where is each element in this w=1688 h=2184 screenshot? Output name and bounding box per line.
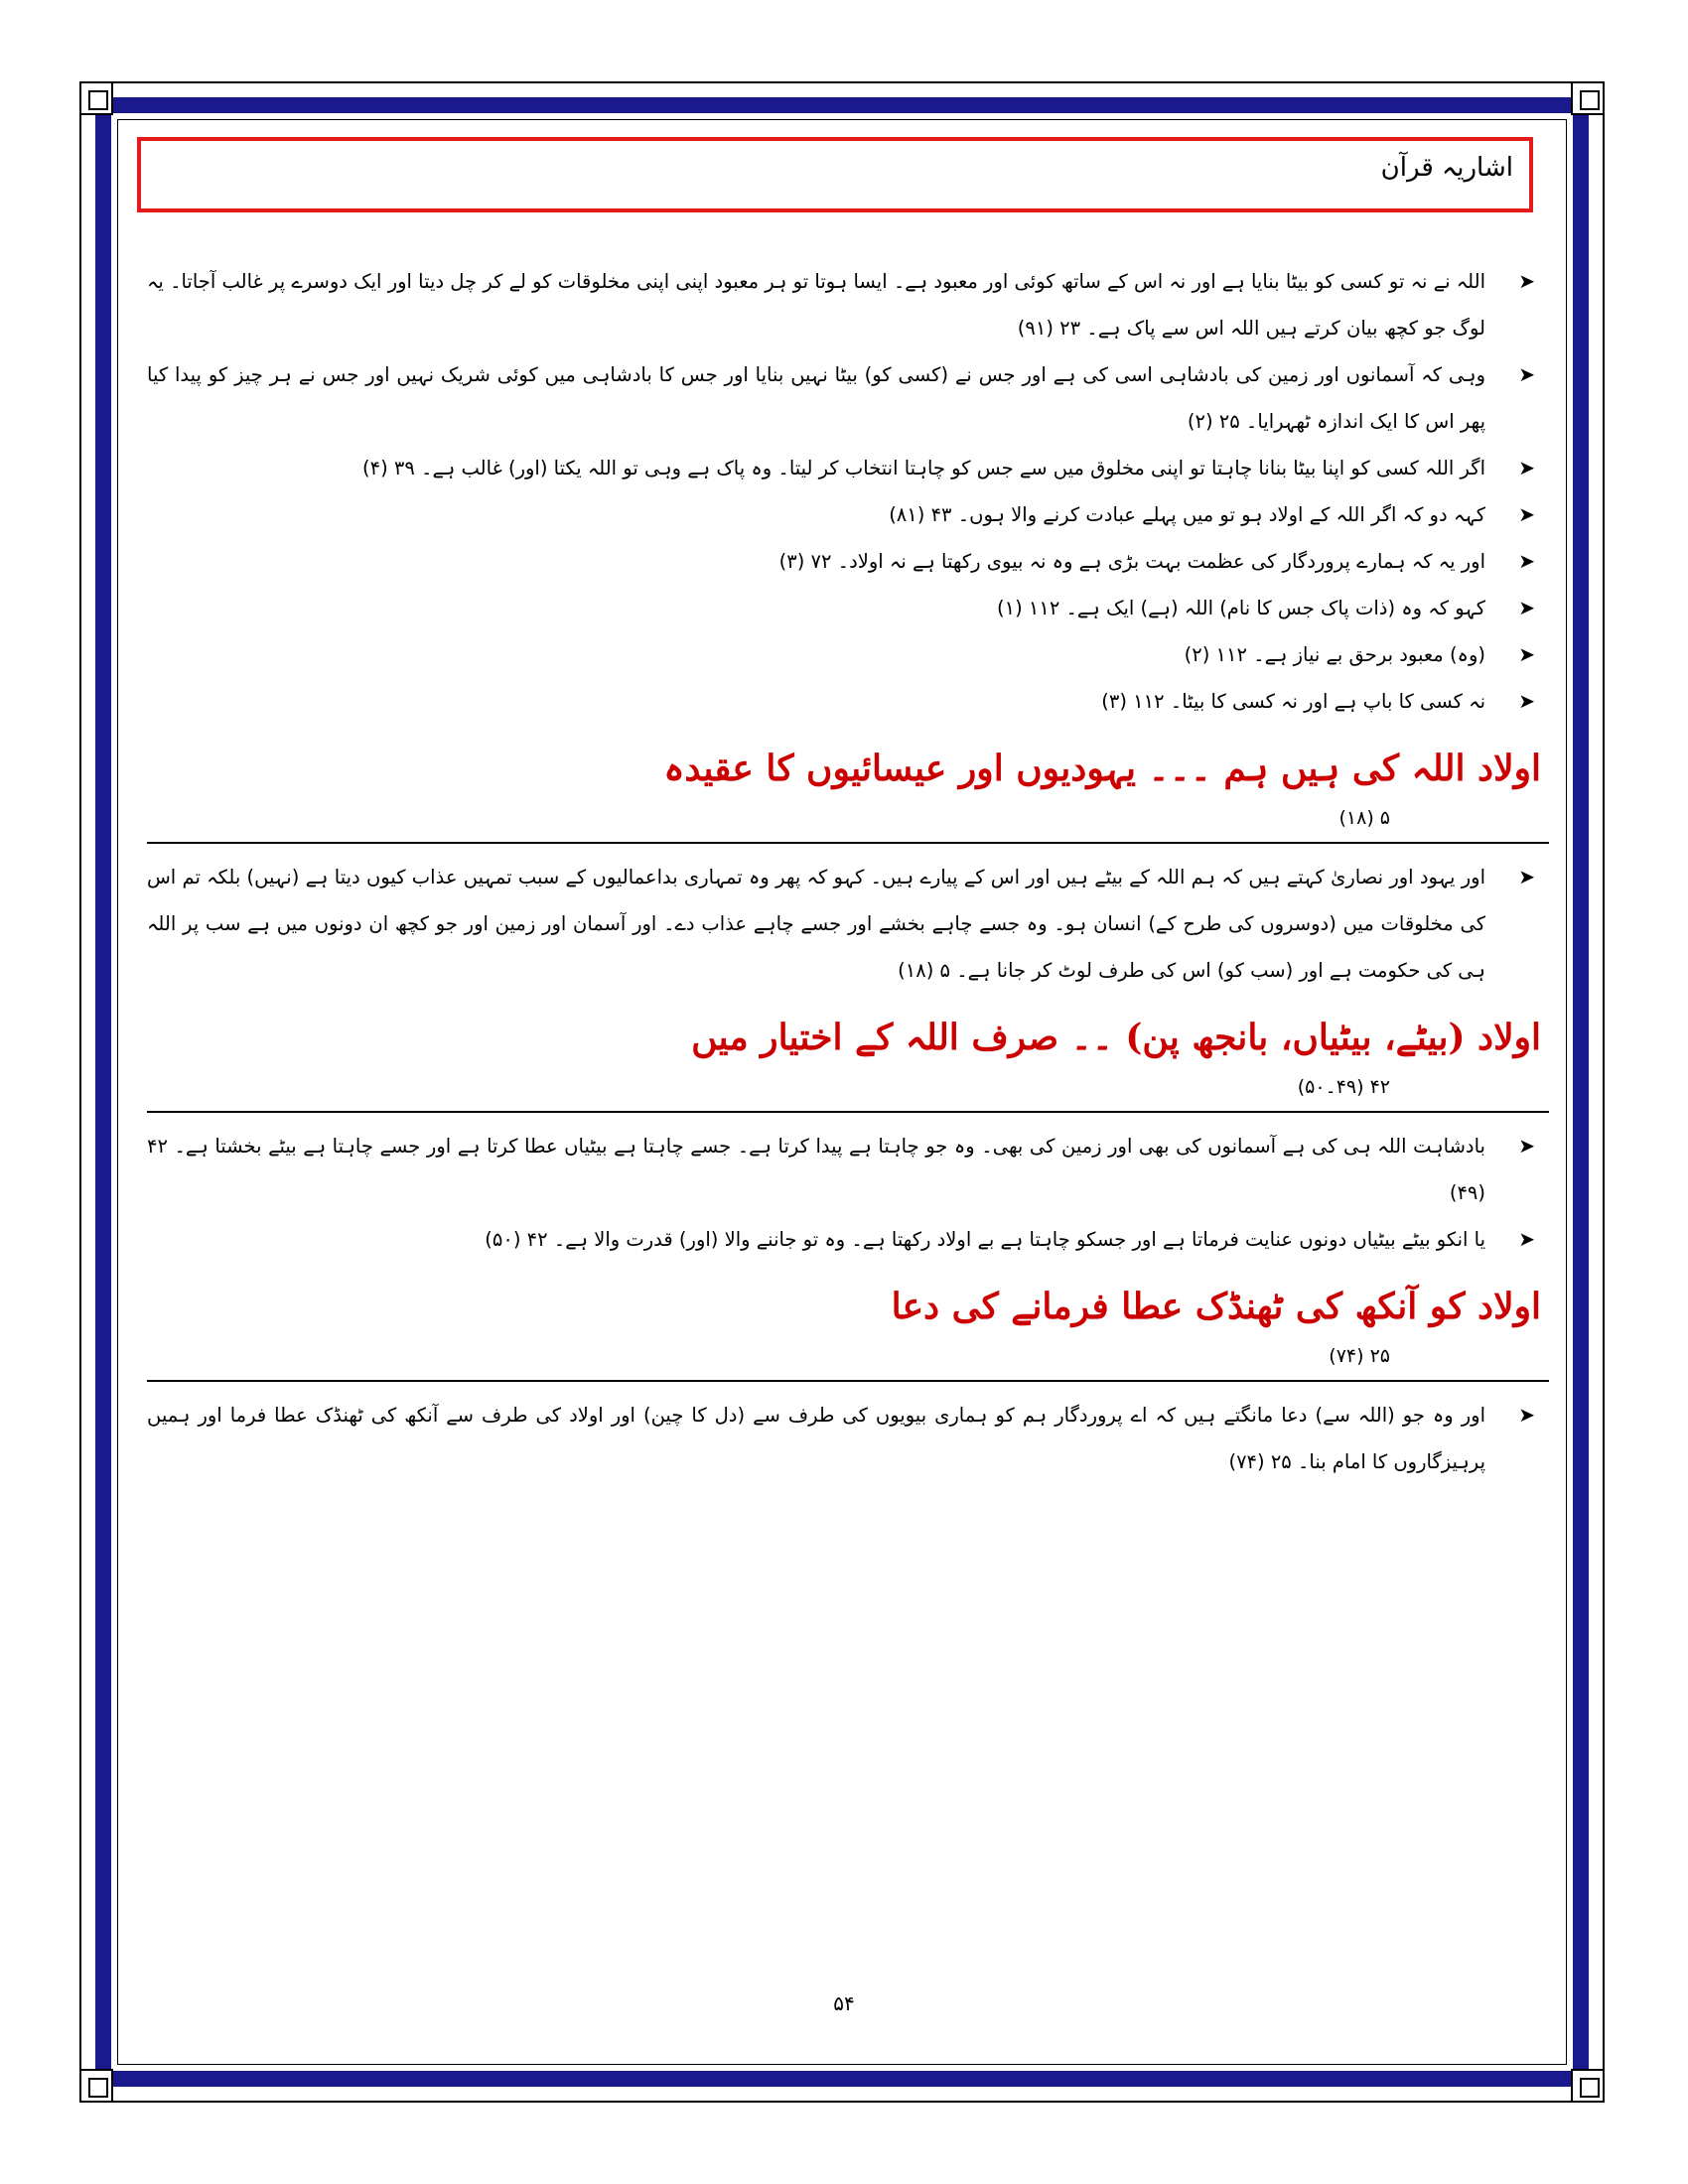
header-box <box>137 137 1533 212</box>
list-item <box>147 631 1549 678</box>
arrow-bullet-icon: ➤ <box>1518 362 1535 386</box>
arrow-bullet-icon: ➤ <box>1518 549 1535 573</box>
arrow-bullet-icon: ➤ <box>1518 596 1535 619</box>
intro-list <box>147 258 1549 725</box>
list-item <box>147 351 1549 445</box>
section-heading: اولاد (بیٹے، بیٹیاں، بانجھ پن) ۔۔ صرف اللہ کے اختیار میں <box>691 1017 1541 1058</box>
arrow-bullet-icon: ➤ <box>1518 642 1535 666</box>
item-text: بادشاہت اللہ ہی کی ہے آسمانوں کی بھی اور زمین کی بھی۔ وہ جو چاہتا ہے پیدا کرتا ہے۔ جسے چاہتا ہے بیٹیاں عطا کرتا ہے اور جسے چاہتا ہے بیٹے بخشتا ہے۔ ۴۲ (۴۹) <box>147 1135 1485 1204</box>
item-text: نہ کسی کا باپ ہے اور نہ کسی کا بیٹا۔ ۱۱۲ (۳) <box>1101 690 1485 713</box>
list-item <box>147 678 1549 725</box>
list-item <box>147 1392 1549 1485</box>
list-item <box>147 491 1549 538</box>
section-divider <box>147 842 1549 844</box>
item-text: کہہ دو کہ اگر اللہ کے اولاد ہو تو میں پہلے عبادت کرنے والا ہوں۔ ۴۳ (۸۱) <box>889 503 1485 526</box>
item-text: اور یہ کہ ہمارے پروردگار کی عظمت بہت بڑی ہے وہ نہ بیوی رکھتا ہے نہ اولاد۔ ۷۲ (۳) <box>778 550 1485 573</box>
section-heading: اولاد کو آنکھ کی ٹھنڈک عطا فرمانے کی دعا <box>891 1286 1541 1327</box>
border-corner-top-left <box>79 81 113 115</box>
item-text: کہو کہ وہ (ذات پاک جس کا نام) اللہ (ہے) ایک ہے۔ ۱۱۲ (۱) <box>996 597 1485 619</box>
list-item <box>147 854 1549 994</box>
item-text: اللہ نے نہ تو کسی کو بیٹا بنایا ہے اور نہ اس کے ساتھ کوئی اور معبود ہے۔ ایسا ہوتا تو ہر معبود اپنی اپنی مخلوقات کو لے کر چل دیتا اور ایک دوسرے پر غالب آجاتا۔ یہ لوگ جو کچھ بیان کرتے ہیں اللہ اس سے پاک ہے۔ ۲۳ (۹۱) <box>147 270 1485 340</box>
section-heading: اولاد اللہ کی ہیں ہم ۔۔۔ یہودیوں اور عیسائیوں کا عقیدہ <box>663 748 1541 789</box>
item-text: اگر اللہ کسی کو اپنا بیٹا بنانا چاہتا تو اپنی مخلوق میں سے جس کو چاہتا انتخاب کر لیتا۔ وہ پاک ہے وہی تو اللہ یکتا (اور) غالب ہے۔ ۳۹ (۴) <box>362 457 1485 479</box>
item-text: اور یہود اور نصاریٰ کہتے ہیں کہ ہم اللہ کے بیٹے ہیں اور اس کے پیارے ہیں۔ کہو کہ پھر وہ تمہاری بداعمالیوں کے سبب تمہیں عذاب کیوں دیتا ہے (نہیں) بلکہ تم اس کی مخلوقات میں (دوسروں کی طرح کے) انسان ہو۔ وہ جسے چاہے بخشے اور جسے چاہے عذاب دے۔ اور آسمان اور زمین اور جو کچھ ان دونوں میں ہے سب پر اللہ ہی کی حکومت ہے اور (سب کو) اس کی طرف لوٹ کر جانا ہے۔ ۵ (۱۸) <box>147 866 1485 982</box>
arrow-bullet-icon: ➤ <box>1518 502 1535 526</box>
item-text: وہی کہ آسمانوں اور زمین کی بادشاہی اسی کی ہے اور جس نے (کسی کو) بیٹا نہیں بنایا اور جس کا بادشاہی میں کوئی شریک نہیں اور جس نے ہر چیز کو پیدا کیا پھر اس کا ایک اندازہ ٹھہرایا۔ ۲۵ (۲) <box>147 363 1485 433</box>
list-item <box>147 585 1549 631</box>
page-number: ۵۴ <box>833 1991 855 2015</box>
arrow-bullet-icon: ➤ <box>1518 865 1535 888</box>
section-reference: ۴۲ (۴۹۔۵۰) <box>1297 1076 1390 1098</box>
list-item <box>147 1216 1549 1263</box>
page-content <box>147 258 1549 1485</box>
list-item <box>147 1123 1549 1216</box>
list-item <box>147 538 1549 585</box>
arrow-bullet-icon: ➤ <box>1518 1134 1535 1158</box>
arrow-bullet-icon: ➤ <box>1518 456 1535 479</box>
border-corner-bottom-left <box>79 2069 113 2103</box>
section-divider <box>147 1380 1549 1382</box>
section-reference: ۲۵ (۷۴) <box>1329 1345 1390 1367</box>
section-divider <box>147 1111 1549 1113</box>
arrow-bullet-icon: ➤ <box>1518 269 1535 293</box>
header-title: اشاریہ قرآن <box>1380 153 1513 183</box>
arrow-bullet-icon: ➤ <box>1518 1403 1535 1427</box>
item-text: اور وہ جو (اللہ سے) دعا مانگتے ہیں کہ اے پروردگار ہم کو ہماری بیویوں کی طرف سے (دل کا چین) اور اولاد کی طرف سے آنکھ کی ٹھنڈک عطا فرما اور ہمیں پرہیزگاروں کا امام بنا۔ ۲۵ (۷۴) <box>147 1404 1485 1473</box>
arrow-bullet-icon: ➤ <box>1518 689 1535 713</box>
item-text: (وہ) معبود برحق بے نیاز ہے۔ ۱۱۲ (۲) <box>1184 643 1485 666</box>
border-corner-top-right <box>1571 81 1605 115</box>
item-text: یا انکو بیٹے بیٹیاں دونوں عنایت فرماتا ہے اور جسکو چاہتا ہے بے اولاد رکھتا ہے۔ وہ تو جاننے والا (اور) قدرت والا ہے۔ ۴۲ (۵۰) <box>485 1228 1485 1251</box>
border-corner-bottom-right <box>1571 2069 1605 2103</box>
list-item <box>147 258 1549 351</box>
section-reference: ۵ (۱۸) <box>1338 807 1390 829</box>
list-item <box>147 445 1549 491</box>
arrow-bullet-icon: ➤ <box>1518 1227 1535 1251</box>
